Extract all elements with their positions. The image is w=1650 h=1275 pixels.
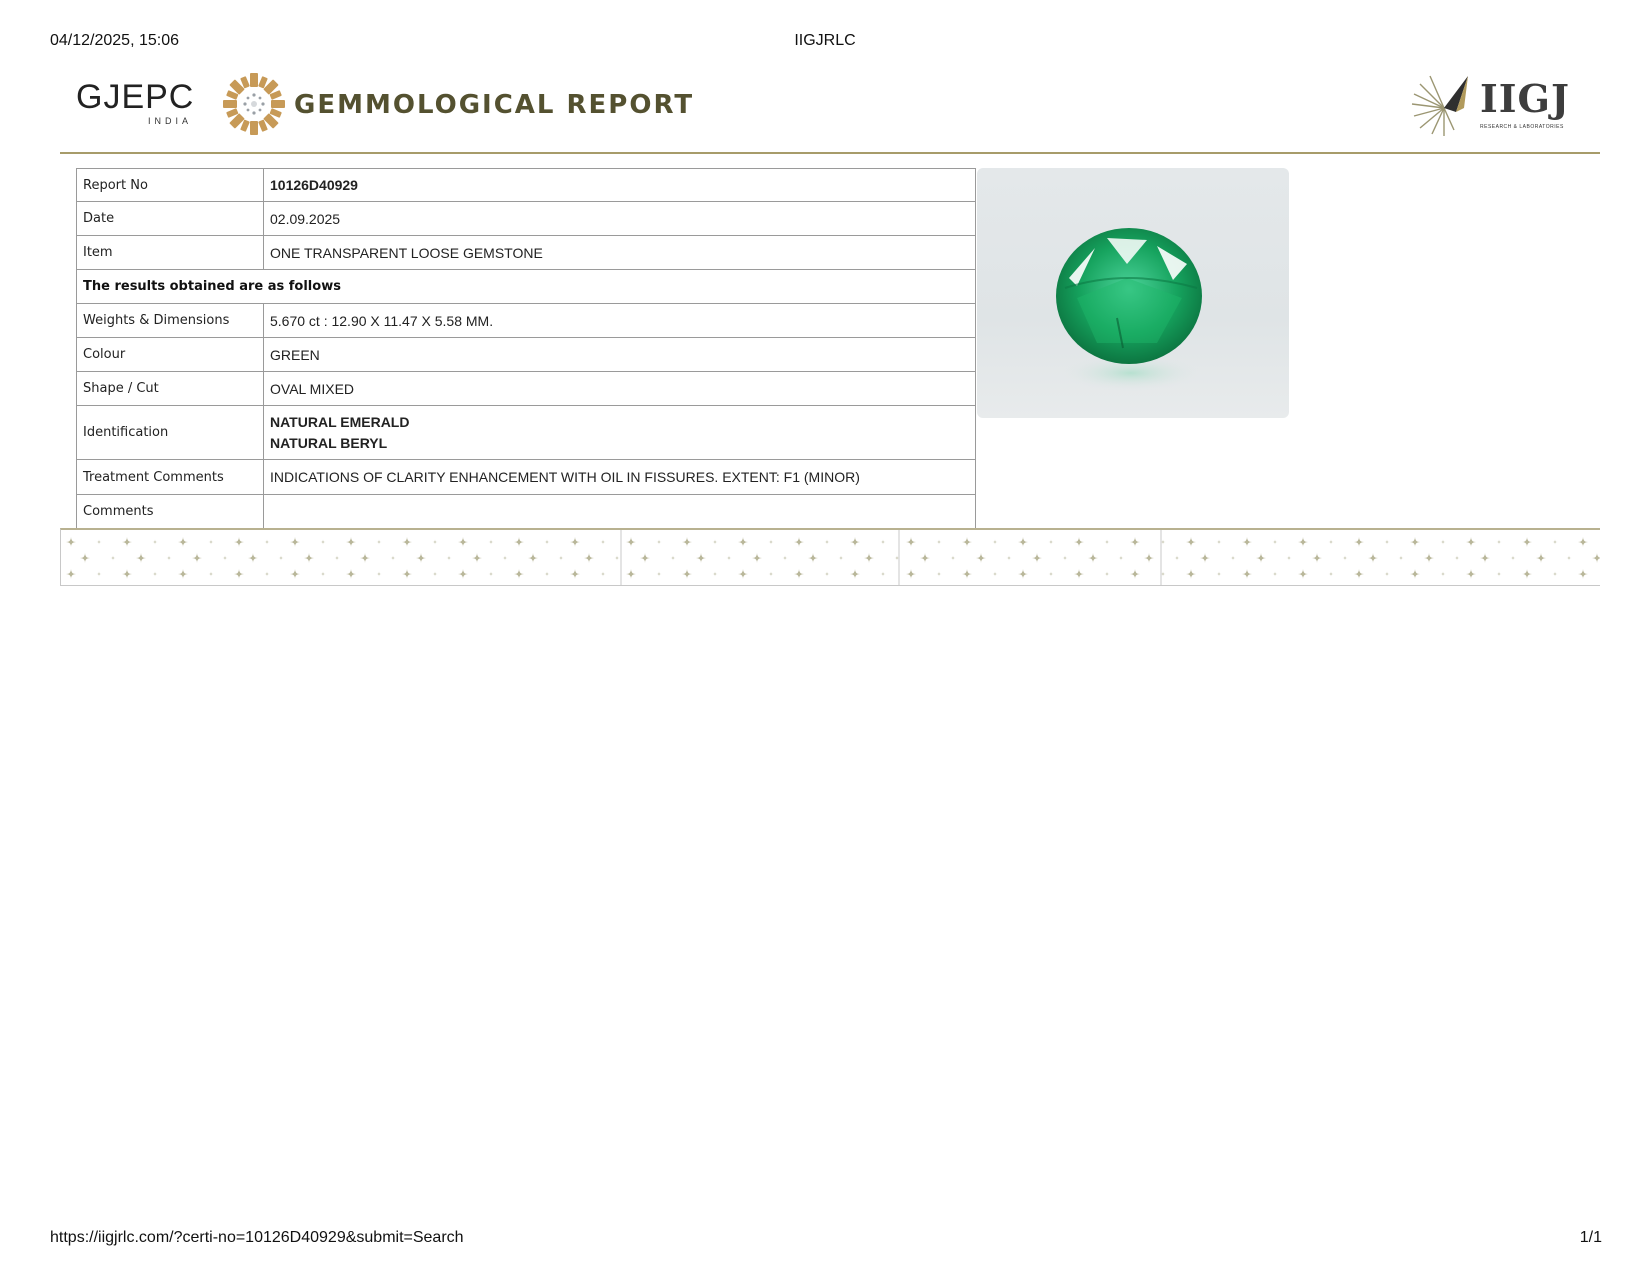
sparkle-icon [1119,556,1124,561]
sparkle-icon [1368,553,1378,563]
sparkle-icon [503,556,508,561]
weights-value: 5.670 ct : 12.90 X 11.47 X 5.58 MM. [264,304,976,338]
sparkle-icon [1536,553,1546,563]
sparkle-icon [1018,569,1028,579]
sparkle-icon [1088,553,1098,563]
sparkle-icon [458,569,468,579]
report-no-value: 10126D40929 [264,169,976,202]
sparkle-icon [1074,537,1084,547]
sparkle-icon [1175,556,1180,561]
sparkle-icon [850,537,860,547]
sparkle-icon [1298,537,1308,547]
sparkle-icon [1522,569,1532,579]
sparkle-icon [962,569,972,579]
sparkle-icon [1385,540,1390,545]
sparkle-icon [1049,540,1054,545]
sparkle-icon [682,569,692,579]
report-no-label: Report No [77,169,264,202]
sparkle-icon [713,572,718,577]
sparkle-icon [1186,569,1196,579]
sparkle-icon [906,569,916,579]
sparkle-icon [545,540,550,545]
sparkle-icon [472,553,482,563]
sparkle-icon [864,553,874,563]
sparkle-icon [1399,556,1404,561]
table-row [77,169,976,202]
sparkle-icon [601,540,606,545]
sparkle-icon [584,553,594,563]
identification-line-1: NATURAL EMERALD [270,413,410,430]
item-value: ONE TRANSPARENT LOOSE GEMSTONE [264,236,976,270]
sparkle-icon [377,540,382,545]
sparkle-icon [153,572,158,577]
sparkle-icon [416,553,426,563]
sparkle-icon [321,572,326,577]
sparkle-icon [209,572,214,577]
gjepc-sun-icon [222,72,286,136]
sparkle-icon [570,569,580,579]
identification-value [264,406,976,460]
item-label: Item [77,236,264,270]
sparkle-icon [920,553,930,563]
sparkle-icon [993,540,998,545]
sparkle-icon [1592,553,1600,563]
sparkle-icon [514,537,524,547]
sparkle-icon [1497,572,1502,577]
colour-value: GREEN [264,338,976,372]
sparkle-icon [993,572,998,577]
sparkle-icon [290,537,300,547]
sparkle-icon [937,572,942,577]
sparkle-icon [1186,537,1196,547]
sparkle-icon [1074,569,1084,579]
sparkle-icon [1063,556,1068,561]
sparkle-icon [290,569,300,579]
table-row [77,202,976,236]
date-value: 02.09.2025 [264,202,976,236]
sparkle-icon [1273,572,1278,577]
sparkle-icon [1242,537,1252,547]
sparkle-icon [1522,537,1532,547]
sparkle-icon [570,537,580,547]
gjepc-logo-sub: INDIA [148,116,193,126]
iigj-starburst-icon [1406,68,1478,140]
sparkle-icon [248,553,258,563]
sparkle-icon [1130,569,1140,579]
table-row [77,406,976,460]
weights-label: Weights & Dimensions [77,304,264,338]
sparkle-icon [696,553,706,563]
table-row [77,338,976,372]
identification-label: Identification [77,406,264,460]
sparkle-icon [1329,572,1334,577]
sparkle-icon [752,553,762,563]
sparkle-icon [738,569,748,579]
sparkle-icon [223,556,228,561]
sparkle-icon [433,572,438,577]
sparkle-icon [1312,553,1322,563]
sparkle-icon [489,572,494,577]
sparkle-icon [1441,572,1446,577]
table-row [77,304,976,338]
sparkle-icon [433,540,438,545]
table-row [77,236,976,270]
sparkle-icon [1343,556,1348,561]
print-page-number: 1/1 [1579,1229,1602,1246]
sparkle-icon [1511,556,1516,561]
sparkle-icon [346,537,356,547]
shape-label: Shape / Cut [77,372,264,406]
sparkle-icon [794,537,804,547]
print-url: https://iigjrlc.com/?certi-no=10126D40929&submit=Search [50,1229,464,1246]
sparkle-icon [769,572,774,577]
results-heading: The results obtained are as follows [77,270,976,304]
sparkle-icon [265,540,270,545]
colour-label: Colour [77,338,264,372]
sparkle-icon [1385,572,1390,577]
sparkle-icon [1354,537,1364,547]
sparkle-icon [1329,540,1334,545]
sparkle-icon [1242,569,1252,579]
sparkle-icon [209,540,214,545]
sparkle-icon [951,556,956,561]
gemstone-photo [977,168,1289,418]
sparkle-icon [1287,556,1292,561]
sparkle-icon [391,556,396,561]
report-header [60,64,1600,154]
sparkle-icon [234,537,244,547]
sparkle-icon [402,569,412,579]
sparkle-icon [783,556,788,561]
shape-value: OVAL MIXED [264,372,976,406]
sparkle-icon [1231,556,1236,561]
sparkle-icon [657,572,662,577]
table-row [77,270,976,304]
iigj-logo [1406,68,1586,140]
sparkle-icon [626,537,636,547]
sparkle-icon [1441,540,1446,545]
sparkle-icon [66,537,76,547]
sparkle-icon [321,540,326,545]
sparkle-icon [962,537,972,547]
sparkle-icon [66,569,76,579]
sparkle-icon [335,556,340,561]
sparkle-icon [1553,572,1558,577]
sparkle-icon [657,540,662,545]
sparkle-icon [111,556,116,561]
sparkle-icon [279,556,284,561]
sparkle-pattern [61,530,1600,586]
sparkle-icon [1256,553,1266,563]
table-row [77,495,976,529]
sparkle-icon [906,537,916,547]
sparkle-icon [615,556,620,561]
sparkle-icon [808,553,818,563]
sparkle-icon [80,553,90,563]
table-row [77,372,976,406]
decorative-pattern-band [60,528,1600,586]
sparkle-icon [794,569,804,579]
sparkle-icon [937,540,942,545]
gjepc-logo-word: GJEPC [76,78,195,116]
sparkle-icon [1578,569,1588,579]
date-label: Date [77,202,264,236]
sparkle-icon [346,569,356,579]
iigj-logo-word: IIGJ [1480,76,1570,121]
emerald-image [977,168,1289,418]
sparkle-icon [192,553,202,563]
sparkle-icon [122,569,132,579]
comments-value [264,495,976,529]
sparkle-icon [559,556,564,561]
sparkle-icon [601,572,606,577]
sparkle-icon [682,537,692,547]
sparkle-icon [1578,537,1588,547]
sparkle-icon [447,556,452,561]
sparkle-icon [1410,569,1420,579]
sparkle-icon [881,572,886,577]
sparkle-icon [1466,537,1476,547]
sparkle-icon [1007,556,1012,561]
sparkle-icon [1480,553,1490,563]
sparkle-icon [825,540,830,545]
sparkle-icon [1217,540,1222,545]
sparkle-icon [640,553,650,563]
comments-label: Comments [77,495,264,529]
sparkle-icon [727,556,732,561]
sparkle-icon [1455,556,1460,561]
sparkle-icon [1105,540,1110,545]
treatment-value: INDICATIONS OF CLARITY ENHANCEMENT WITH OIL IN FISSURES. EXTENT: F1 (MINOR) [264,460,976,495]
sparkle-icon [976,553,986,563]
sparkle-icon [178,569,188,579]
print-page-title: IIGJRLC [794,32,856,49]
sparkle-icon [458,537,468,547]
sparkle-icon [1466,569,1476,579]
sparkle-icon [178,537,188,547]
sparkle-icon [1298,569,1308,579]
sparkle-icon [1217,572,1222,577]
gjepc-logo [76,68,276,140]
iigj-logo-sub: RESEARCH & LABORATORIES [1480,124,1564,130]
sparkle-icon [377,572,382,577]
sparkle-icon [1049,572,1054,577]
treatment-label: Treatment Comments [77,460,264,495]
report-title: GEMMOLOGICAL REPORT [294,90,695,120]
sparkle-icon [360,553,370,563]
sparkle-icon [713,540,718,545]
sparkle-icon [626,569,636,579]
sparkle-icon [1032,553,1042,563]
sparkle-icon [97,572,102,577]
sparkle-icon [1273,540,1278,545]
sparkle-icon [1410,537,1420,547]
sparkle-icon [489,540,494,545]
sparkle-icon [671,556,676,561]
sparkle-icon [1144,553,1154,563]
sparkle-icon [167,556,172,561]
sparkle-icon [839,556,844,561]
print-datetime: 04/12/2025, 15:06 [50,32,180,49]
sparkle-icon [769,540,774,545]
sparkle-icon [1130,537,1140,547]
sparkle-icon [136,553,146,563]
sparkle-icon [514,569,524,579]
sparkle-icon [528,553,538,563]
sparkle-icon [825,572,830,577]
sparkle-icon [738,537,748,547]
sparkle-icon [1553,540,1558,545]
sparkle-icon [1497,540,1502,545]
sparkle-icon [265,572,270,577]
sparkle-icon [850,569,860,579]
sparkle-icon [402,537,412,547]
sparkle-icon [1200,553,1210,563]
report-table [76,168,976,529]
sparkle-icon [122,537,132,547]
identification-line-2: NATURAL BERYL [270,434,388,451]
sparkle-icon [234,569,244,579]
sparkle-icon [1567,556,1572,561]
sparkle-icon [153,540,158,545]
sparkle-icon [1105,572,1110,577]
sparkle-icon [881,540,886,545]
sparkle-icon [1424,553,1434,563]
sparkle-icon [97,540,102,545]
sparkle-icon [545,572,550,577]
sparkle-icon [1354,569,1364,579]
sparkle-icon [1018,537,1028,547]
sparkle-icon [304,553,314,563]
table-row [77,460,976,495]
